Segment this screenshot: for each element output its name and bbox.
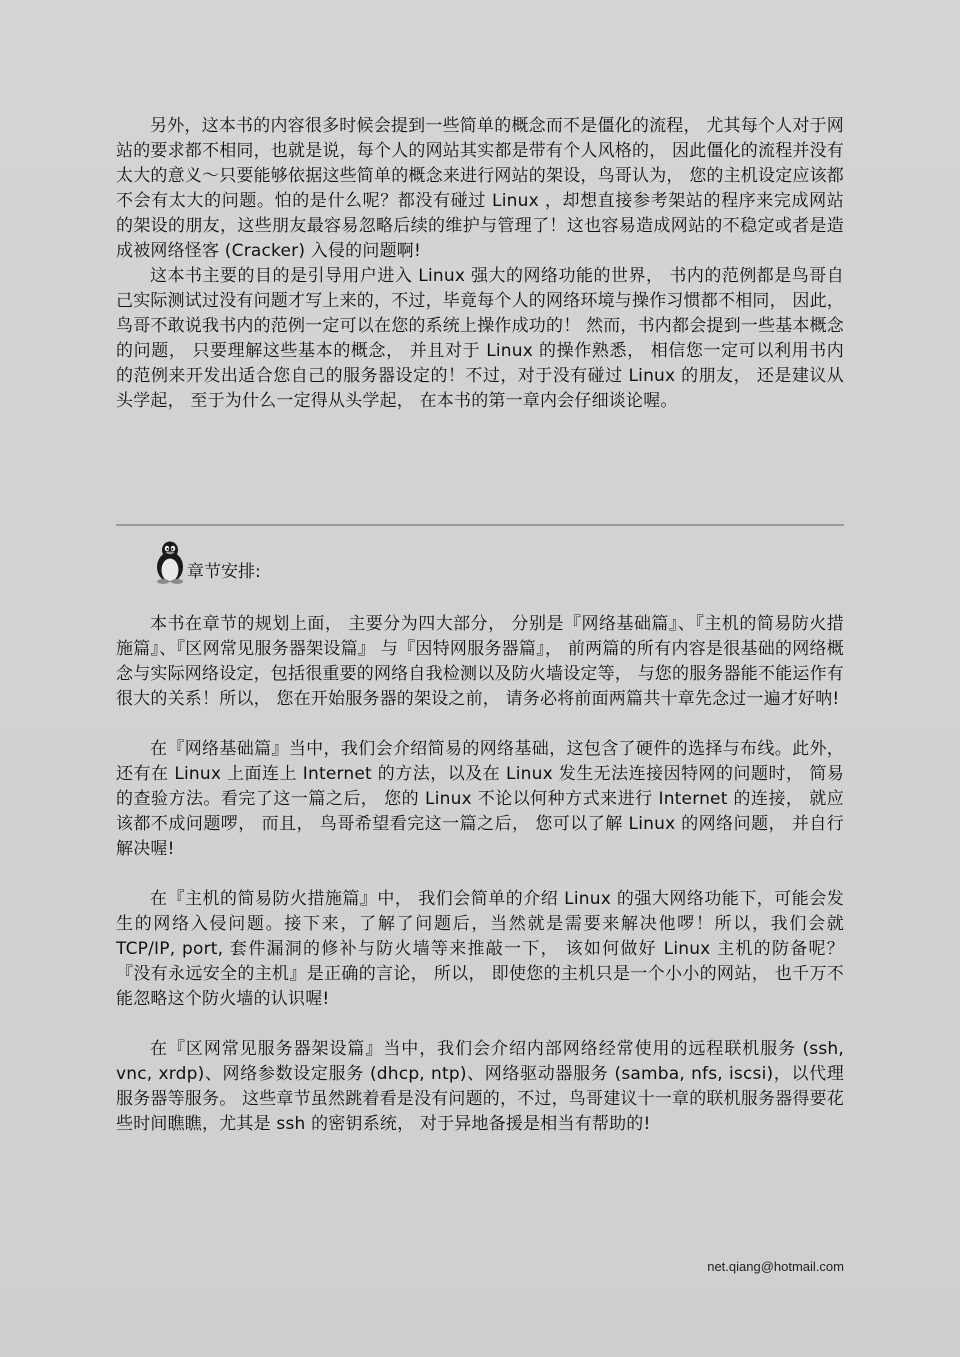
section-heading [154,540,261,584]
chapters-paragraph-4: 在『区网常见服务器架设篇』当中，我们会介绍内部网络经常使用的远程联机服务 (ssh, vnc, xrdp)、网络参数设定服务 (dhcp, ntp)、网络驱动器服务 (samba, nfs, iscsi)，以代理服务器等服务。 这些章节虽然跳着看是没有问题的，不过，鸟哥建议十一章的联机服务器得要花些时间瞧瞧，尤其是 ssh 的密钥系统， 对于异地备援是相当有帮助的! [116,1039,845,1134]
section-title: 章节安排: [187,562,261,582]
chapters-paragraph-3: 在『主机的简易防火措施篇』中， 我们会简单的介绍 Linux 的强大网络功能下，可能会发生的网络入侵问题。接下来，了解了问题后，当然就是需要来解决他啰！所以，我们会就 TCP/IP, port, 套件漏洞的修补与防火墙等来推敲一下， 该如何做好 Linux 主机的防备呢？ 『没有永远安全的主机』是正确的言论， 所以， 即使您的主机只是一个小小的网站， 也千万不能忽略这个防火墙的认识喔! [116,889,844,1009]
penguin-icon [154,540,186,584]
intro-paragraph-2: 这本书主要的目的是引导用户进入 Linux 强大的网络功能的世界， 书内的范例都是鸟哥自己实际测试过没有问题才写上来的，不过，毕竟每个人的网络环境与操作习惯都不相同， 因此，鸟哥不敢说我书内的范例一定可以在您的系统上操作成功的！ 然而，书内都会提到一些基本概念的问题， 只要理解这些基本的概念， 并且对于 Linux 的操作熟悉， 相信您一定可以利用书内的范例来开发出适合您自己的服务器设定的！不过，对于没有碰过 Linux 的朋友， 还是建议从头学起， 至于为什么一定得从头学起， 在本书的第一章内会仔细谈论喔。 [116,266,845,411]
section-divider [116,524,844,526]
footer-email: net.qiang@hotmail.com [707,1259,844,1274]
intro-paragraph-1: 另外，这本书的内容很多时候会提到一些简单的概念而不是僵化的流程， 尤其每个人对于网站的要求都不相同，也就是说，每个人的网站其实都是带有个人风格的， 因此僵化的流程并没有太大的意义～只要能够依据这些简单的概念来进行网站的架设，鸟哥认为， 您的主机设定应该都不会有太大的问题。怕的是什么呢？都没有碰过 Linux ，却想直接参考架站的程序来完成网站的架设的朋友，这些朋友最容易忽略后续的维护与管理了！这也容易造成网站的不稳定或者是造成被网络怪客 (Cracker) 入侵的问题啊! [116,116,845,261]
intro-section [116,114,844,414]
chapters-paragraph-2: 在『网络基础篇』当中，我们会介绍简易的网络基础，这包含了硬件的选择与布线。此外，还有在 Linux 上面连上 Internet 的方法，以及在 Linux 发生无法连接因特网的问题时， 简易的查验方法。看完了这一篇之后， 您的 Linux 不论以何种方式来进行 Internet 的连接， 就应该都不成问题啰， 而且， 鸟哥希望看完这一篇之后， 您可以了解 Linux 的网络问题， 并自行解决喔! [116,739,844,859]
chapters-paragraph-1: 本书在章节的规划上面， 主要分为四大部分， 分别是『网络基础篇』、『主机的简易防火措施篇』、『区网常见服务器架设篇』 与『因特网服务器篇』， 前两篇的所有内容是很基础的网络概念与实际网络设定，包括很重要的网络自我检测以及防火墙设定等， 与您的服务器能不能运作有很大的关系！所以， 您在开始服务器的架设之前， 请务必将前面两篇共十章先念过一遍才好呐! [116,614,845,709]
chapters-section [116,612,844,1137]
